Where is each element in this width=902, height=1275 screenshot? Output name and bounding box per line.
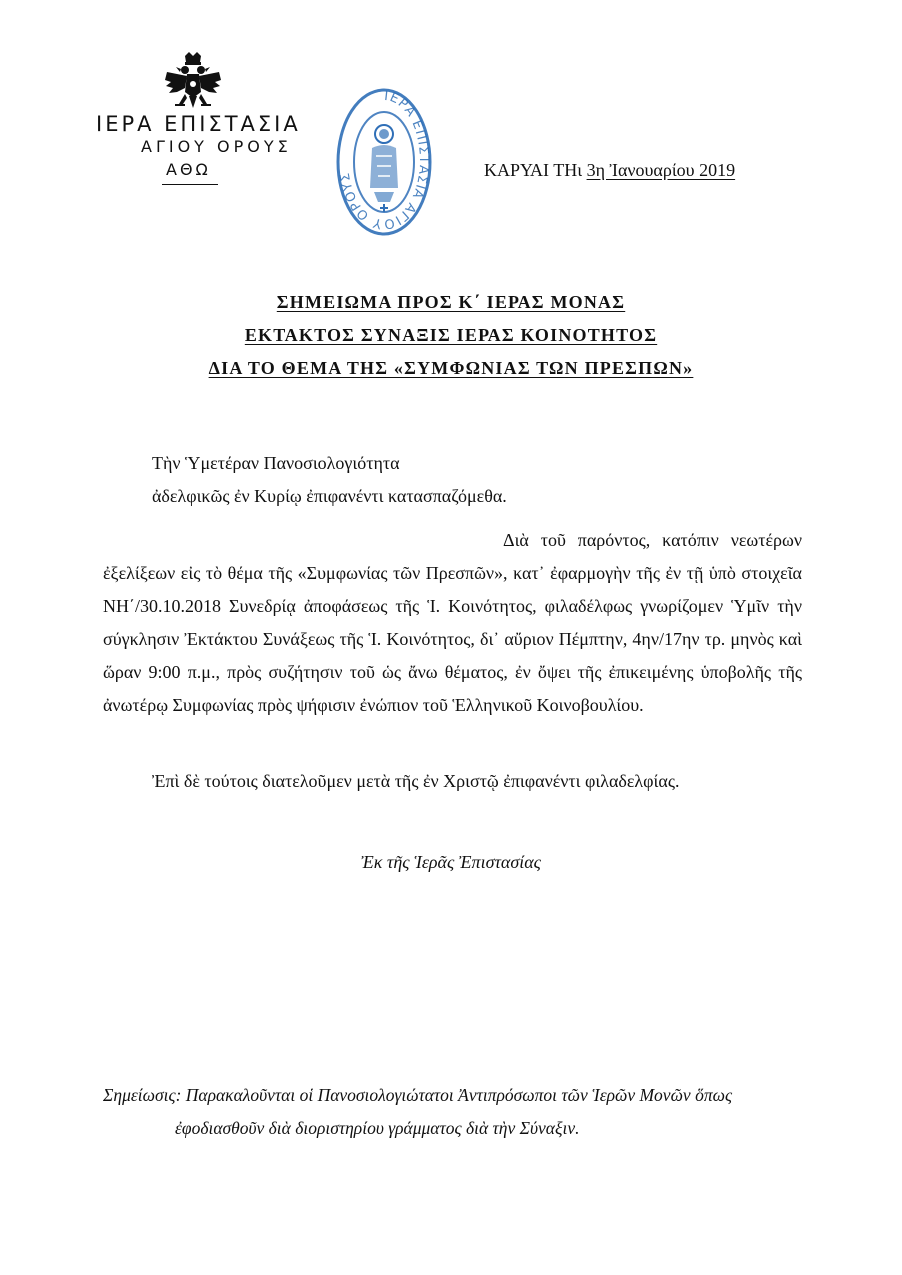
- date-value: 3η Ἰανουαρίου 2019: [586, 160, 736, 180]
- letterhead-divider: [162, 184, 218, 185]
- title-line-1: ΣΗΜΕΙΩΜΑ ΠΡΟΣ Κ΄ ΙΕΡΑΣ ΜΟΝΑΣ: [276, 292, 626, 312]
- date-prefix: ΚΑΡΥΑΙ ΤΗι: [484, 160, 587, 180]
- letterhead-subtitle: ΑΓΙΟΥ ΟΡΟΥΣ: [141, 137, 292, 156]
- note-line-2: ἐφοδιασθοῦν διὰ διοριστηρίου γράμματος διὰ τὴν Σύναξιν.: [175, 1118, 580, 1138]
- greeting-line-1: Τὴν Ὑμετέραν Πανοσιολογιότητα: [152, 453, 400, 473]
- letterhead-place: ΑΘΩ: [166, 160, 211, 179]
- greeting-line-2: ἀδελφικῶς ἐν Κυρίῳ ἐπιφανέντι κατασπαζόμεθα.: [152, 486, 507, 506]
- seal-stamp-icon: [334, 86, 434, 238]
- signature: Ἐκ τῆς Ἱερᾶς Ἐπιστασίας: [361, 852, 541, 872]
- letterhead-title: ΙΕΡΑ ΕΠΙΣΤΑΣΙΑ: [96, 112, 301, 136]
- body-paragraph: Διὰ τοῦ παρόντος, κατόπιν νεωτέρων ἐξελίξεων εἰς τὸ θέμα τῆς «Συμφωνίας τῶν Πρεσπῶν», κατ᾽ ἐφαρμογὴν τῆς ἐν τῇ ὑπὸ στοιχεῖα ΝΗ΄/30.10.2018 Συνεδρίᾳ ἀποφάσεως τῆς Ἱ. Κοινότητος, φιλαδέλφως γνωρίζομεν Ὑμῖν τὴν σύγκλησιν Ἐκτάκτου Συνάξεως τῆς Ἱ. Κοινότητος, δι᾽ αὔριον Πέμπτην, 4ην/17ην τρ. μηνὸς καὶ ὥραν 9:00 π.μ., πρὸς συζήτησιν τοῦ ὡς ἄνω θέματος, ἐν ὄψει τῆς ἐπικειμένης ὑποβολῆς τῆς ἀνωτέρῳ Συμφωνίας πρὸς ψήφισιν ἐνώπιον τοῦ Ἑλληνικοῦ Κοινοβουλίου.: [103, 530, 802, 715]
- title-line-3: ΔΙΑ ΤΟ ΘΕΜΑ ΤΗΣ «ΣΥΜΦΩΝΙΑΣ ΤΩΝ ΠΡΕΣΠΩΝ»: [208, 358, 694, 378]
- double-headed-eagle-icon: [163, 52, 223, 114]
- title-line-2: ΕΚΤΑΚΤΟΣ ΣΥΝΑΞΙΣ ΙΕΡΑΣ ΚΟΙΝΟΤΗΤΟΣ: [244, 325, 658, 345]
- stamp-text: ΙΕΡΑ ΕΠΙΣΤΑΣΙΑ ΑΓΙΟΥ ΟΡΟΥΣ: [337, 88, 431, 232]
- note-line-1: Σημείωσις: Παρακαλοῦνται οἱ Πανοσιολογιώτατοι Ἀντιπρόσωποι τῶν Ἱερῶν Μονῶν ὅπως: [103, 1085, 733, 1105]
- document-title: [0, 286, 902, 385]
- document-date: [484, 160, 735, 181]
- closing-line: Ἐπὶ δὲ τούτοις διατελοῦμεν μετὰ τῆς ἐν Χριστῷ ἐπιφανέντι φιλαδελφίας.: [152, 771, 680, 791]
